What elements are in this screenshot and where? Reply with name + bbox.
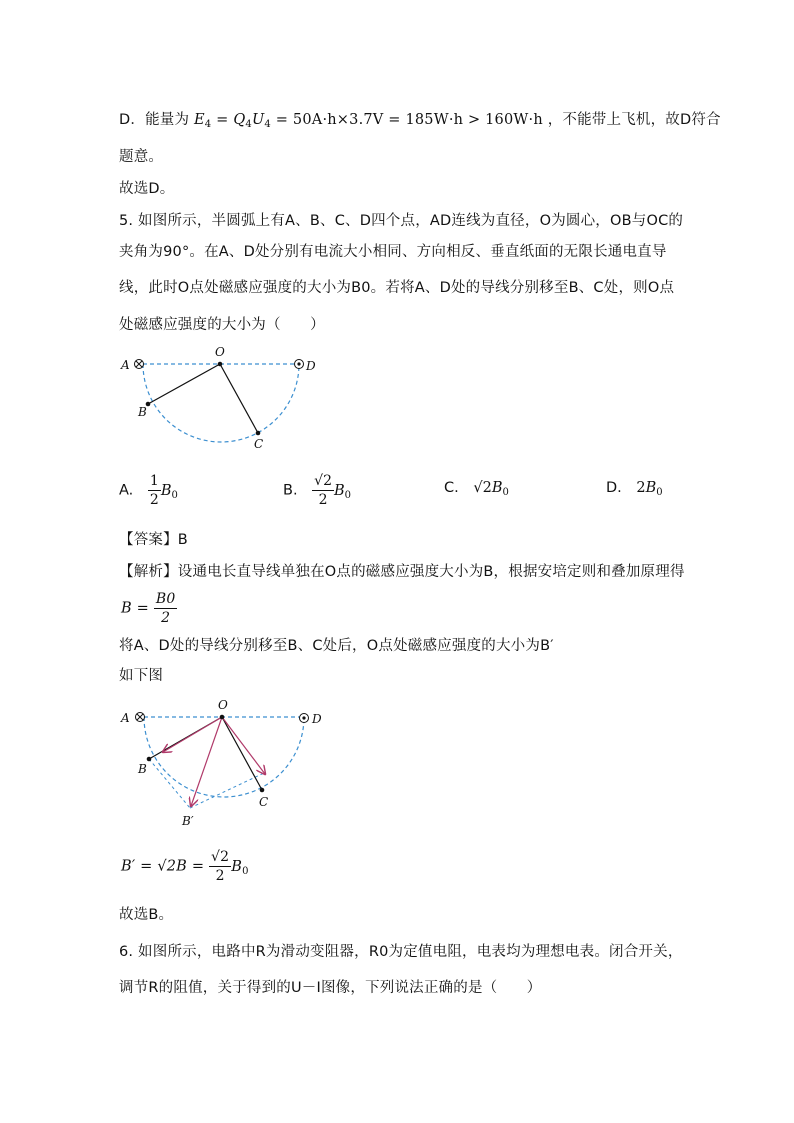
- figure-2-vector-diagram: [112, 692, 342, 832]
- option-b-b0: $B_0$: [334, 482, 352, 501]
- option-a-b0: $B_0$: [160, 482, 178, 501]
- bprime-equation: B′ = √2B = $\frac{√2}{2}$ $B_0$: [121, 849, 249, 884]
- q5-line-1: 5. 如图所示，半圆弧上有A、B、C、D四个点，AD连线为直径，O为圆心，OB与OC的: [119, 213, 684, 229]
- fig1-label-d: D: [306, 359, 316, 373]
- d-formula: $E_4 = Q_4U_4 = 50A\cdot h\times 3.7V = 185W\cdot h > 160W\cdot h$: [193, 112, 543, 130]
- option-b-label: B.: [283, 482, 298, 499]
- d-cont-line: 题意。: [119, 149, 164, 165]
- choose-b-line: 故选B。: [119, 907, 174, 923]
- d-prefix: D．能量为: [119, 112, 190, 128]
- bprime-tail: $B_0$: [231, 858, 249, 877]
- fig2-label-b: B: [138, 762, 147, 776]
- q6-line-2: 调节R的阻值，关于得到的U－I图像，下列说法正确的是（ ）: [119, 980, 542, 996]
- option-c: [444, 480, 509, 498]
- option-c-expr: $√2B_0$: [473, 480, 509, 498]
- q5-line-2: 夹角为90°。在A、D处分别有电流大小相同、方向相反、垂直纸面的无限长通电直导: [119, 244, 667, 260]
- fig2-label-bprime: B′: [182, 814, 194, 828]
- b-equation-fraction: $\frac{B0}{2}$: [155, 591, 176, 626]
- option-d-label: D.: [606, 480, 622, 496]
- fig1-label-a: A: [121, 358, 130, 372]
- q6-line-1: 6. 如图所示，电路中R为滑动变阻器，R0为定值电阻，电表均为理想电表。闭合开关，: [119, 944, 683, 960]
- analysis-line: 【解析】设通电长直导线单独在O点的磁感应强度大小为B，根据安培定则和叠加原理得: [119, 564, 685, 580]
- move-line: 将A、D处的导线分别移至B、C处后，O点处磁感应强度的大小为B′: [119, 638, 554, 654]
- option-a-fraction: $\frac{1}{2}$: [149, 473, 159, 508]
- q5-line-4: 处磁感应强度的大小为（ ）: [119, 317, 325, 333]
- option-c-label: C.: [444, 480, 459, 496]
- d-energy-line: [119, 108, 721, 130]
- option-b: [283, 472, 351, 509]
- fig2-label-d: D: [312, 712, 322, 726]
- q5-line-3: 线，此时O点处磁感应强度的大小为B0。若将A、D处的导线分别移至B、C处，则O点: [119, 280, 675, 296]
- fig1-label-o: O: [215, 345, 225, 359]
- option-d-expr: $2B_0$: [636, 480, 663, 498]
- d-suffix: ，不能带上飞机，故D符合: [547, 112, 721, 128]
- option-a: [119, 472, 178, 509]
- choose-d-line: 故选D。: [119, 181, 175, 197]
- fig2-label-a: A: [121, 711, 130, 725]
- option-d: [606, 480, 663, 498]
- option-b-fraction: $\frac{√2}{2}$: [314, 473, 332, 508]
- fig2-label-o: O: [218, 698, 228, 712]
- figure-1-semicircle: [112, 340, 332, 450]
- b-equation: B = $\frac{B0}{2}$: [121, 591, 176, 626]
- answer-line: 【答案】B: [119, 532, 188, 548]
- as-below-line: 如下图: [119, 668, 164, 684]
- fig2-label-c: C: [259, 795, 269, 809]
- bprime-fraction: $\frac{√2}{2}$: [211, 849, 230, 884]
- fig1-label-c: C: [254, 437, 264, 450]
- fig1-label-b: B: [138, 405, 147, 419]
- option-a-label: A.: [119, 482, 134, 499]
